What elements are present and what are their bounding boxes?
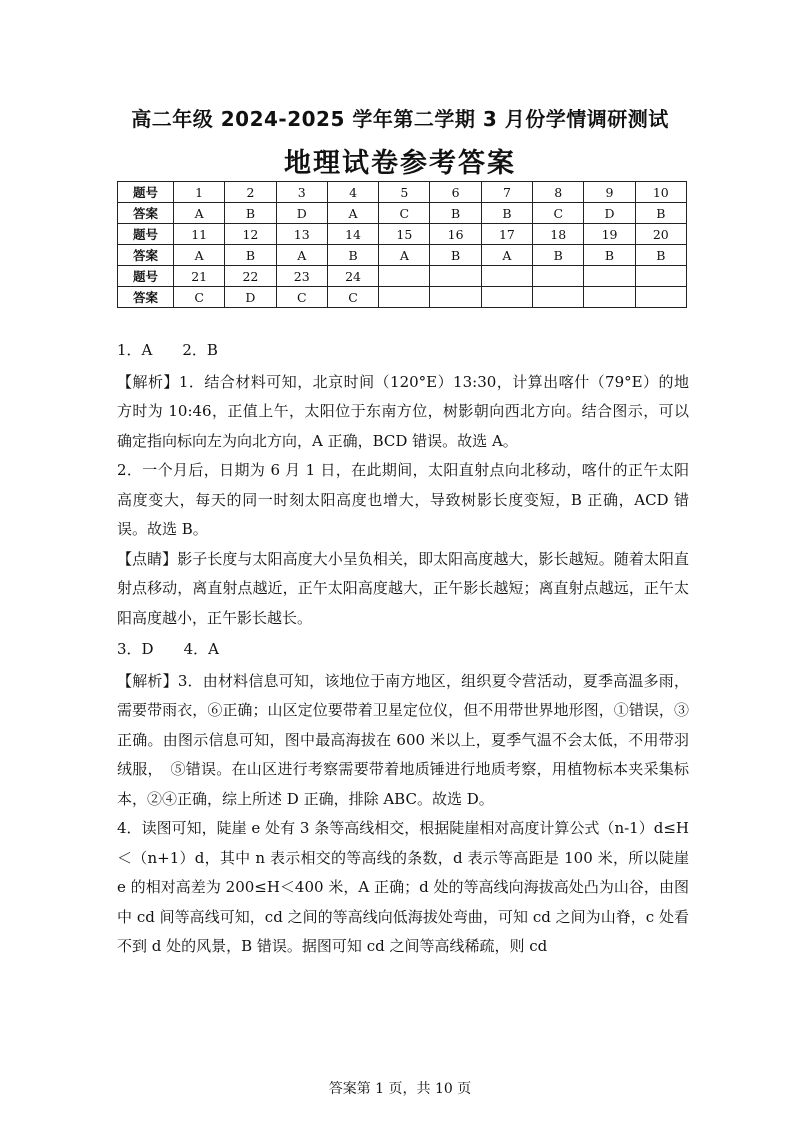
- row-label-cell: 题号: [118, 266, 174, 287]
- answer-table-row: [118, 203, 687, 224]
- exam-title: 高二年级 2024-2025 学年第二学期 3 月份学情调研测试: [131, 107, 669, 131]
- answer-table-cell: 14: [327, 224, 378, 245]
- answer-table-cell: 18: [533, 224, 584, 245]
- answer-table-cell: A: [174, 203, 225, 224]
- answer-table-cell: D: [276, 203, 327, 224]
- answer-table-row: [118, 224, 687, 245]
- row-label-cell: 题号: [118, 224, 174, 245]
- answer-table-cell: 13: [276, 224, 327, 245]
- answer-line-q1-q2: 1．A 2．B: [117, 341, 218, 359]
- answer-table-cell: A: [327, 203, 378, 224]
- answer-table-cell: C: [327, 287, 378, 308]
- answer-table-cell: A: [174, 245, 225, 266]
- answer-table-cell: B: [327, 245, 378, 266]
- answer-table-cell: C: [379, 203, 430, 224]
- answer-table-cell: D: [584, 203, 635, 224]
- answer-table-cell: A: [379, 245, 430, 266]
- analysis-q3-text: 3．由材料信息可知，该地位于南方地区，组织夏令营活动，夏季高温多雨，需要带雨衣，⑥正确；山区定位要带着卫星定位仪，但不用带世界地形图，①错误，③正确。由图示信息可知，图中最高海拔在 600 米以上，夏季气温不会太低，不用带羽绒服， ⑤错误。在山区进行考察需要带着地质锤进行地质考察，用植物标本夹采集标本，②④正确，综上所述 D 正确，排除 ABC。故选 D。: [117, 671, 689, 808]
- tip-text: 影子长度与太阳高度大小呈负相关，即太阳高度越大，影长越短。随着太阳直射点移动，离直射点越近，正午太阳高度越大，正午影长越短；离直射点越远，正午太阳高度越小，正午影长越长。: [117, 549, 689, 627]
- answer-table-cell: 4: [327, 182, 378, 203]
- answer-table-cell: 17: [481, 224, 532, 245]
- answer-table-cell: [635, 266, 686, 287]
- answer-table-cell: 16: [430, 224, 481, 245]
- answer-key-title: 地理试卷参考答案: [284, 148, 516, 179]
- answer-table-cell: 7: [481, 182, 532, 203]
- answer-table-cell: 24: [327, 266, 378, 287]
- answer-table-cell: 9: [584, 182, 635, 203]
- answer-table-cell: B: [225, 203, 276, 224]
- answer-table-cell: 19: [584, 224, 635, 245]
- answer-table-cell: 8: [533, 182, 584, 203]
- answer-table-body: [118, 182, 687, 308]
- answer-table-cell: 20: [635, 224, 686, 245]
- analysis-tag: 【解析】: [117, 372, 179, 391]
- answer-table-cell: [481, 266, 532, 287]
- answer-table: [117, 181, 687, 308]
- row-label-cell: 答案: [118, 245, 174, 266]
- page-footer: 答案第 1 页，共 10 页: [328, 1081, 472, 1097]
- answer-line-q3-q4: 3．D 4．A: [117, 640, 219, 658]
- answer-table-cell: B: [584, 245, 635, 266]
- row-label-cell: 答案: [118, 287, 174, 308]
- answer-table-cell: B: [225, 245, 276, 266]
- answer-table-cell: 21: [174, 266, 225, 287]
- answer-table-cell: B: [635, 203, 686, 224]
- tip-paragraph: [117, 545, 689, 634]
- answer-table-cell: 11: [174, 224, 225, 245]
- answer-table-cell: [430, 266, 481, 287]
- answer-table-cell: B: [430, 203, 481, 224]
- answer-table-row: [118, 182, 687, 203]
- answer-table-cell: [379, 266, 430, 287]
- answer-table-cell: C: [276, 287, 327, 308]
- answer-table-cell: B: [430, 245, 481, 266]
- analysis-q1: [117, 368, 689, 457]
- answer-table-cell: 2: [225, 182, 276, 203]
- answer-table-cell: A: [276, 245, 327, 266]
- answer-table-cell: [379, 287, 430, 308]
- row-label-cell: 答案: [118, 203, 174, 224]
- answer-table-row: [118, 245, 687, 266]
- answer-table-cell: 5: [379, 182, 430, 203]
- answer-table-cell: [533, 287, 584, 308]
- answer-table-cell: [584, 266, 635, 287]
- answer-table-cell: 15: [379, 224, 430, 245]
- row-label-cell: 题号: [118, 182, 174, 203]
- answer-table-cell: 3: [276, 182, 327, 203]
- answer-table-cell: [635, 287, 686, 308]
- answer-table-cell: 10: [635, 182, 686, 203]
- answer-table-cell: 1: [174, 182, 225, 203]
- analysis-q1-text: 1．结合材料可知，北京时间（120°E）13:30，计算出喀什（79°E）的地方时为 10:46，正值上午，太阳位于东南方位，树影朝向西北方向。结合图示，可以确定指向标向左为向北方向，A 正确，BCD 错误。故选 A。: [117, 372, 689, 450]
- answer-table-row: [118, 266, 687, 287]
- analysis-q4: 4．读图可知，陡崖 e 处有 3 条等高线相交，根据陡崖相对高度计算公式（n-1）d≤H＜（n+1）d，其中 n 表示相交的等高线的条数，d 表示等高距是 100 米，所以陡崖 e 的相对高差为 200≤H＜400 米，A 正确；d 处的等高线向海拔高处凸为山谷，由图中 cd 间等高线可知，cd 之间的等高线向低海拔处弯曲，可知 cd 之间为山脊，c 处看不到 d 处的风景，B 错误。据图可知 cd 之间等高线稀疏，则 cd: [117, 819, 689, 955]
- answer-table-cell: C: [533, 203, 584, 224]
- answer-table-cell: [430, 287, 481, 308]
- answer-table-cell: 22: [225, 266, 276, 287]
- answer-table-cell: C: [174, 287, 225, 308]
- answer-table-cell: [533, 266, 584, 287]
- analysis-tag: 【解析】: [117, 671, 178, 690]
- tip-tag: 【点睛】: [117, 549, 178, 568]
- answer-table-row: [118, 287, 687, 308]
- analysis-q3: [117, 667, 689, 815]
- explanation-body: [117, 336, 689, 962]
- answer-table-cell: A: [481, 245, 532, 266]
- answer-table-cell: [584, 287, 635, 308]
- answer-table-cell: B: [481, 203, 532, 224]
- answer-table-cell: [481, 287, 532, 308]
- answer-table-cell: B: [635, 245, 686, 266]
- answer-table-cell: B: [533, 245, 584, 266]
- answer-table-cell: D: [225, 287, 276, 308]
- answer-table-cell: 12: [225, 224, 276, 245]
- answer-table-cell: 6: [430, 182, 481, 203]
- analysis-q2: 2．一个月后，日期为 6 月 1 日，在此期间，太阳直射点向北移动，喀什的正午太阳高度变大，每天的同一时刻太阳高度也增大，导致树影长度变短，B 正确，ACD 错误。故选 B。: [117, 461, 689, 538]
- answer-table-cell: 23: [276, 266, 327, 287]
